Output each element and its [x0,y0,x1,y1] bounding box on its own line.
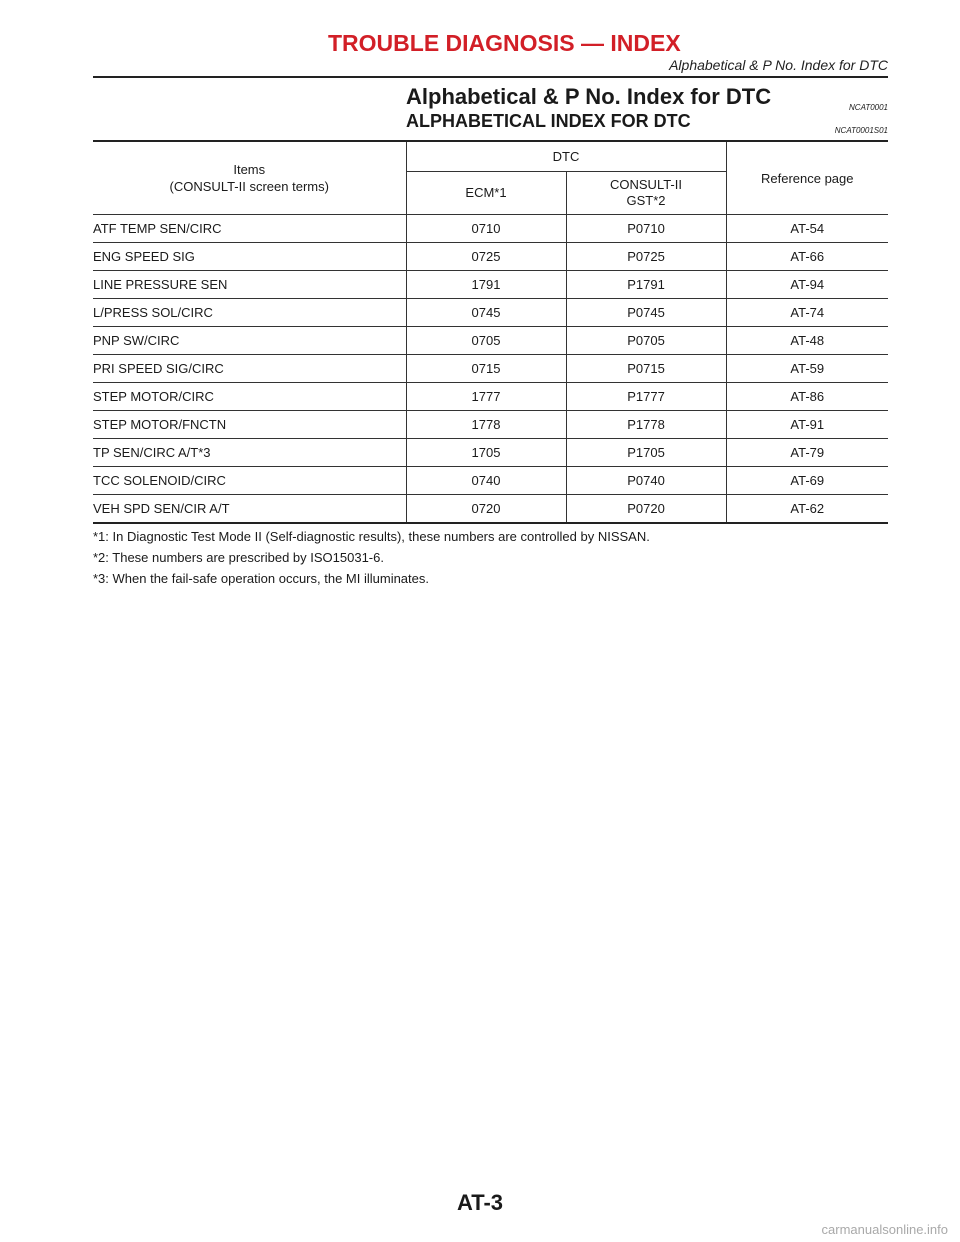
section-title: Alphabetical & P No. Index for DTC [406,84,772,109]
subsection-title: ALPHABETICAL INDEX FOR DTC [406,111,691,131]
page-number: AT-3 [456,1190,504,1215]
dtc-index-table [93,140,888,524]
header-title: TROUBLE DIAGNOSIS — INDEX [328,30,681,56]
cell-reference: AT-86 [726,383,888,411]
section-code: NCAT0001 [849,103,888,112]
header-consult [566,172,726,215]
table-row [93,355,888,383]
cell-consult: P0740 [566,467,726,495]
header-reference: Reference page [726,141,888,215]
header-rule [93,76,888,78]
cell-item: PRI SPEED SIG/CIRC [93,355,406,383]
cell-reference: AT-54 [726,215,888,243]
header-items-line2: (CONSULT-II screen terms) [169,179,329,194]
cell-ecm: 1777 [406,383,566,411]
cell-consult: P1705 [566,439,726,467]
header-items-line1: Items [233,162,266,177]
cell-item: ATF TEMP SEN/CIRC [93,215,406,243]
header-ecm: ECM*1 [406,172,566,215]
table-row [93,411,888,439]
cell-ecm: 0720 [406,495,566,524]
footnote-2: *2: These numbers are prescribed by ISO15031-6. [93,550,384,565]
table-row [93,495,888,524]
cell-item: TP SEN/CIRC A/T*3 [93,439,406,467]
cell-reference: AT-59 [726,355,888,383]
cell-item: ENG SPEED SIG [93,243,406,271]
cell-reference: AT-79 [726,439,888,467]
dtc-table-body [93,215,888,524]
subsection-code: NCAT0001S01 [834,126,888,135]
cell-ecm: 1791 [406,271,566,299]
cell-item: VEH SPD SEN/CIR A/T [93,495,406,524]
cell-consult: P0710 [566,215,726,243]
cell-consult: P0705 [566,327,726,355]
cell-reference: AT-66 [726,243,888,271]
cell-reference: AT-48 [726,327,888,355]
cell-item: TCC SOLENOID/CIRC [93,467,406,495]
cell-ecm: 0740 [406,467,566,495]
cell-reference: AT-94 [726,271,888,299]
table-row [93,243,888,271]
cell-consult: P1791 [566,271,726,299]
cell-ecm: 1778 [406,411,566,439]
cell-ecm: 0705 [406,327,566,355]
table-row [93,299,888,327]
table-row [93,467,888,495]
table-row [93,383,888,411]
cell-item: STEP MOTOR/FNCTN [93,411,406,439]
cell-item: STEP MOTOR/CIRC [93,383,406,411]
cell-consult: P1777 [566,383,726,411]
header-consult-line2: GST*2 [626,193,666,208]
cell-consult: P0715 [566,355,726,383]
cell-consult: P0745 [566,299,726,327]
footnote-1: *1: In Diagnostic Test Mode II (Self-diagnostic results), these numbers are controlled by NISSAN. [93,529,650,544]
table-row [93,439,888,467]
cell-reference: AT-74 [726,299,888,327]
header-consult-line1: CONSULT-II [610,177,682,192]
cell-ecm: 0725 [406,243,566,271]
footnote-3: *3: When the fail-safe operation occurs, the MI illuminates. [93,571,429,586]
header-items [93,141,406,215]
cell-item: L/PRESS SOL/CIRC [93,299,406,327]
table-row [93,327,888,355]
cell-consult: P0720 [566,495,726,524]
cell-consult: P1778 [566,411,726,439]
cell-item: PNP SW/CIRC [93,327,406,355]
table-row [93,215,888,243]
table-row [93,271,888,299]
watermark: carmanualsonline.info [821,1222,948,1237]
cell-ecm: 0745 [406,299,566,327]
cell-ecm: 0715 [406,355,566,383]
cell-consult: P0725 [566,243,726,271]
cell-reference: AT-62 [726,495,888,524]
header-subtitle: Alphabetical & P No. Index for DTC [669,57,888,73]
header-dtc: DTC [406,141,726,172]
footnotes [93,526,888,589]
cell-item: LINE PRESSURE SEN [93,271,406,299]
cell-reference: AT-91 [726,411,888,439]
cell-reference: AT-69 [726,467,888,495]
cell-ecm: 1705 [406,439,566,467]
cell-ecm: 0710 [406,215,566,243]
